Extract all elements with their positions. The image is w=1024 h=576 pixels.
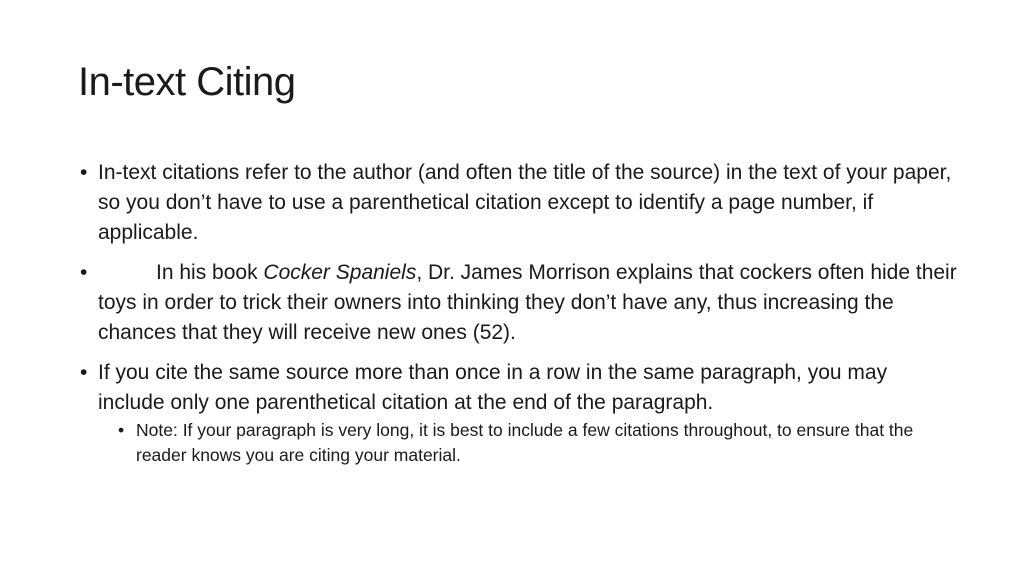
- bullet-text-prefix: In his book: [156, 261, 264, 284]
- bullet-text-suffix: , Dr. James Morrison explains that cockers often hide their toys in order to trick their owners into thinking they don’t have any, thus increasing the chances that they will receive new ones (52).: [98, 261, 957, 344]
- sub-bullet-item: [116, 418, 958, 468]
- sub-bullet-list: [98, 418, 958, 468]
- bullet-text: In-text citations refer to the author (and often the title of the source) in the text of your paper, so you don’t have to use a parenthetical citation except to identify a page number, if applicable.: [98, 161, 952, 244]
- bullet-list: [78, 158, 958, 478]
- slide-title: In-text Citing: [78, 60, 296, 104]
- book-title: Cocker Spaniels: [263, 261, 417, 284]
- bullet-item: [78, 358, 958, 468]
- bullet-text: If you cite the same source more than once in a row in the same paragraph, you may include only one parenthetical citation at the end of the paragraph.: [98, 361, 888, 414]
- bullet-item: [78, 258, 958, 348]
- bullet-item: [78, 158, 958, 248]
- sub-bullet-text: Note: If your paragraph is very long, it is best to include a few citations throughout, to ensure that the reader knows you are citing your material.: [136, 420, 914, 465]
